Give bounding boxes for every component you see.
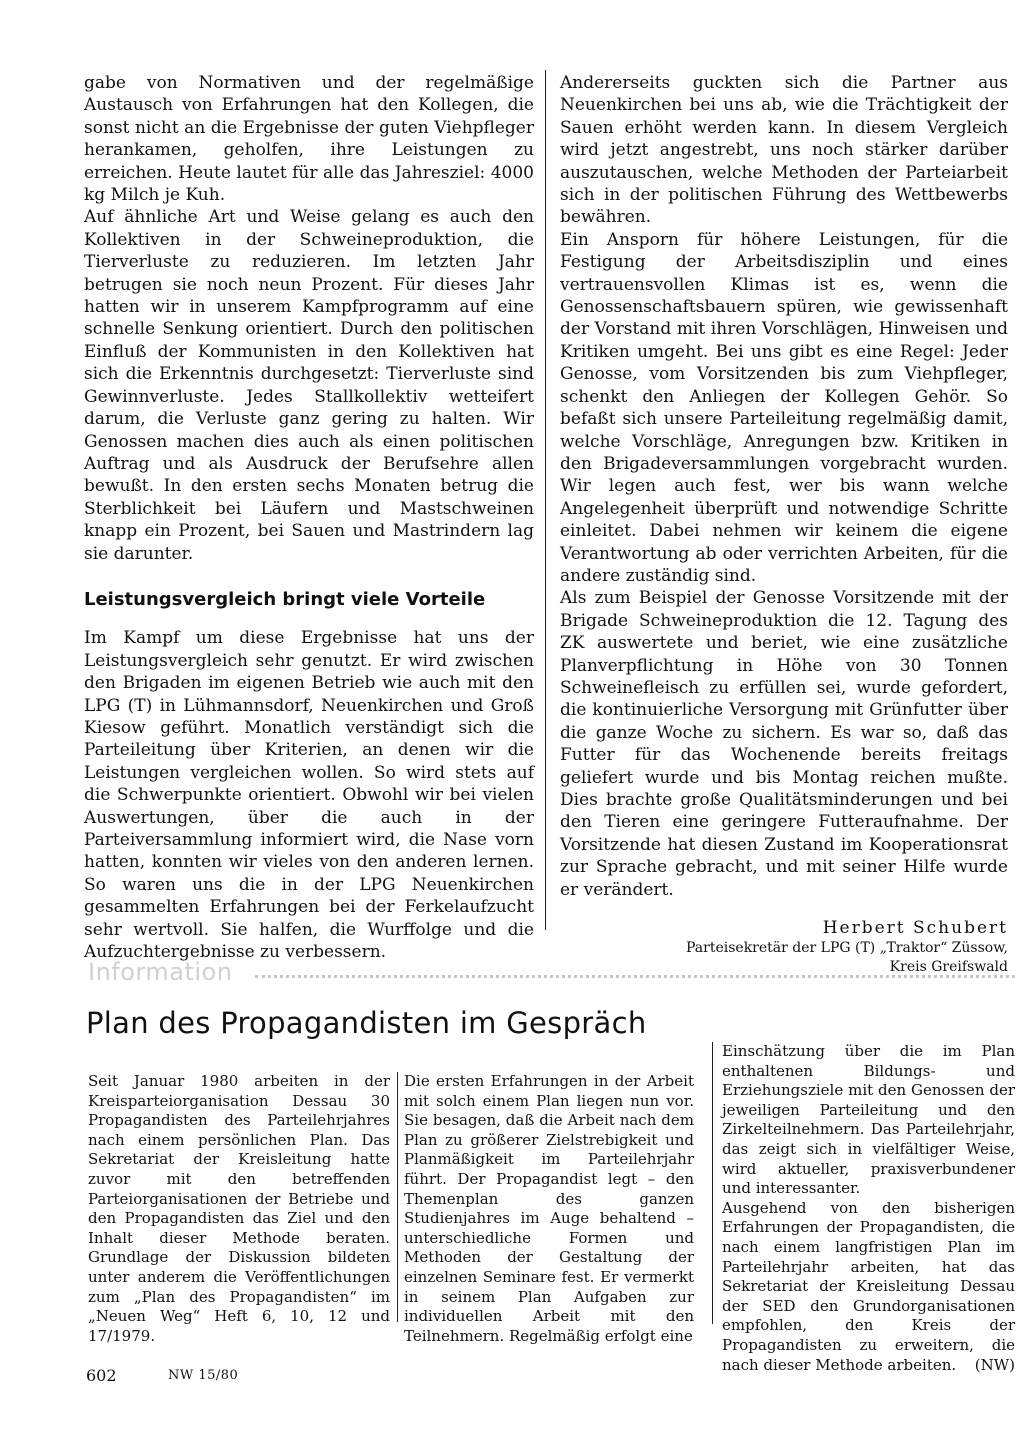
- issue-label: NW 15/80: [168, 1368, 239, 1383]
- source-tag: (NW): [974, 1355, 1015, 1374]
- column-divider: [397, 1072, 398, 1322]
- paragraph: gabe von Normativen und der regelmäßige Austausch von Erfahrungen hat den Kollegen, die sonst nicht an die Ergebnisse der guten Viehpfleger herankamen, geholfen, ihre Leistungen zu erreichen. Heute lautet für alle das Jahresziel: 4000 kg Milch je Kuh.: [84, 73, 534, 206]
- author-district: Kreis Greifswald: [889, 959, 1008, 976]
- paragraph: [722, 1199, 1015, 1375]
- section-subheading: Leistungsvergleich bringt viele Vorteile: [84, 588, 486, 610]
- author-role: Parteisekretär der LPG (T) „Traktor“ Züssow,: [686, 940, 1008, 957]
- paragraph: Als zum Beispiel der Genosse Vorsitzende mit der Brigade Schweineproduktion die 12. Tagung des ZK auswertete und beriet, wie eine zusätzliche Planverpflichtung in Höhe von 30 Tonnen Schweinefleisch zu erfüllen sei, wurde gefordert, die kontinuierliche Versorgung mit Grünfutter über die ganze Woche zu sichern. Es war so, daß das Futter für das Wochenende bereits freitags geliefert wurde und bis Montag reichen mußte. Dies brachte große Qualitätsminderungen und bei den Tieren eine geringere Futteraufnahme. Der Vorsitzende hat diesen Zustand im Kooperationsrat zur Sprache gebracht, und mit seiner Hilfe wurde er verändert.: [560, 588, 1008, 900]
- dotted-rule: [255, 975, 1015, 978]
- article2-column-3: [722, 1042, 1015, 1375]
- page-number: 602: [86, 1366, 117, 1385]
- paragraph: Seit Januar 1980 arbeiten in der Kreisparteiorganisation Dessau 30 Propagandisten des Parteilehrjahres nach einem persönlichen Plan. Das Sekretariat der Kreisleitung hatte zuvor mit den betreffenden Parteiorganisationen der Betriebe und den Propagandisten das Ziel und den Inhalt dieser Methode beraten. Grundlage der Diskussion bildeten unter anderem die Veröffentlichungen zum „Plan des Propagandisten“ im „Neuen Weg“ Heft 6, 10, 12 und 17/1979.: [88, 1072, 390, 1345]
- paragraph: Andererseits guckten sich die Partner aus Neuenkirchen bei uns ab, wie die Trächtigkeit der Sauen erhöht werden kann. In diesem Vergleich wird jetzt angestrebt, uns noch stärker darüber auszutauschen, welche Methoden der Parteiarbeit sich in der politischen Führung des Wettbewerbs bewähren.: [560, 73, 1008, 228]
- article1-right-column: [560, 72, 1008, 977]
- paragraph-text: Ausgehend von den bisherigen Erfahrungen der Propagandisten, die nach einem langfristigen Plan im Parteilehrjahr arbeiten, hat das Sekretariat der Kreisleitung Dessau der SED den Grundorganisationen empfohlen, den Kreis der Propagandisten zu erweitern, die nach dieser Methode arbeiten.: [722, 1198, 1015, 1374]
- section-label: Information: [88, 958, 233, 986]
- paragraph: Ein Ansporn für höhere Leistungen, für die Festigung der Arbeitsdisziplin und eines vertrauensvollen Klimas ist es, wenn die Genossenschaftsbauern spüren, wie gewissenhaft der Vorstand mit ihren Vorschlägen, Hinweisen und Kritiken umgeht. Bei uns gibt es eine Regel: Jeder Genosse, vom Vorsitzenden bis zum Viehpfleger, schenkt den Anliegen der Kollegen Gehör. So befaßt sich unsere Parteileitung regelmäßig damit, welche Vorschläge, Anregungen bzw. Kritiken in den Brigadeversammlungen vorgebracht wurden. Wir legen auch fest, wer bis wann welche Angelegenheit überprüft und notwendige Schritte einleitet. Dabei nehmen wir keinem die eigene Verantwortung ab oder verrichten Arbeiten, für die andere zuständig sind.: [560, 229, 1008, 586]
- article2-column-2: [404, 1072, 694, 1346]
- paragraph: Die ersten Erfahrungen in der Arbeit mit solch einem Plan liegen nun vor. Sie besagen, daß die Arbeit nach dem Plan zu größerer Zielstrebigkeit und Planmäßigkeit im Parteilehrjahr führt. Der Propagandist legt – den Themenplan des ganzen Studienjahres im Auge behaltend – unterschiedliche Formen und Methoden der Gestaltung der einzelnen Seminare fest. Er vermerkt in seinem Plan Aufgaben zur individuellen Arbeit mit den Teilnehmern. Regelmäßig erfolgt eine: [404, 1072, 694, 1345]
- article-title: Plan des Propagandisten im Gespräch: [86, 1006, 647, 1040]
- column-divider: [545, 70, 546, 930]
- article1-left-column: [84, 72, 534, 963]
- author-name: Herbert Schubert: [822, 918, 1008, 939]
- paragraph: Einschätzung über die im Plan enthaltenen Bildungs- und Erziehungsziele mit den Genossen der jeweiligen Parteileitung und den Zirkelteilnehmern. Das Parteilehrjahr, das zeigt sich in vielfältiger Weise, wird aktueller, praxisverbundener und interessanter.: [722, 1042, 1015, 1198]
- column-divider: [712, 1042, 713, 1324]
- article2-column-1: [88, 1072, 390, 1346]
- paragraph: Auf ähnliche Art und Weise gelang es auch den Kollektiven in der Schweineproduktion, die Tierverluste zu reduzieren. Im letzten Jahr betrugen sie noch neun Prozent. Für dieses Jahr hatten wir in unserem Kampfprogramm auf eine schnelle Senkung orientiert. Durch den politischen Einfluß der Kommunisten in den Kollektiven hat sich die Erkenntnis durchgesetzt: Tierverluste sind Gewinnverluste. Jedes Stallkollektiv wetteifert darum, die Verluste ganz gering zu halten. Wir Genossen machen dies auch als einen politischen Auftrag und als Ausdruck der Berufsehre allen bewußt. In den ersten sechs Monaten betrug die Sterblichkeit bei Läufern und Mastschweinen knapp ein Prozent, bei Sauen und Mastrindern lag sie darunter.: [84, 207, 534, 564]
- author-signature: [560, 917, 1008, 977]
- paragraph: Im Kampf um diese Ergebnisse hat uns der Leistungsvergleich sehr genutzt. Er wird zwischen den Brigaden im eigenen Betrieb wie auch mit den LPG (T) in Lühmannsdorf, Neuenkirchen und Groß Kiesow geführt. Monatlich verständigt sich die Parteileitung über Kriterien, an denen wir die Leistungen vergleichen wollen. So wird stets auf die Schwerpunkte orientiert. Obwohl wir bei vielen Auswertungen, über die auch in der Parteiversammlung informiert wird, die Nase vorn hatten, konnten wir vieles von den anderen lernen. So waren uns die in der LPG Neuenkirchen gesammelten Erfahrungen bei der Ferkelaufzucht sehr wertvoll. Sie halfen, die Wurffolge und die Aufzuchtergebnisse zu verbessern.: [84, 628, 534, 963]
